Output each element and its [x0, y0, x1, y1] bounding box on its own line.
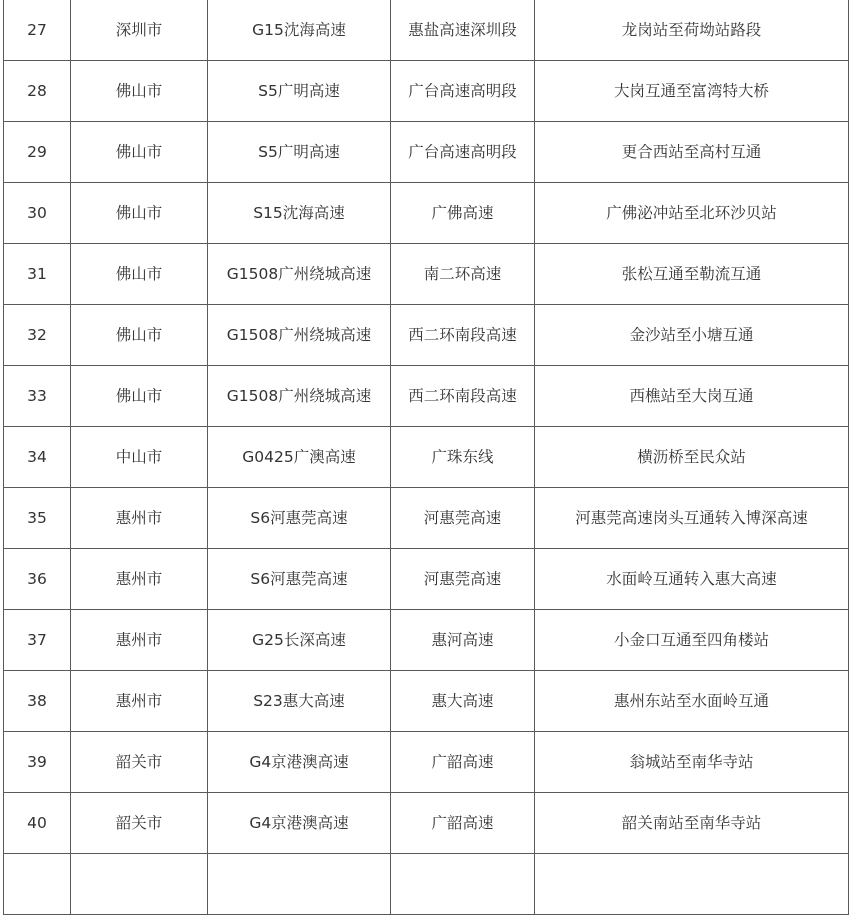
cell-section: 广佛高速	[391, 183, 535, 244]
table-row	[4, 488, 849, 549]
cell-range: 惠州东站至水面岭互通	[535, 671, 849, 732]
cell-section: 西二环南段高速	[391, 366, 535, 427]
cell-section: 惠大高速	[391, 671, 535, 732]
table-row	[4, 61, 849, 122]
cell-highway	[208, 854, 391, 915]
cell-range: 张松互通至勒流互通	[535, 244, 849, 305]
road-section-table	[3, 0, 849, 915]
cell-range	[535, 854, 849, 915]
cell-city	[71, 854, 208, 915]
cell-range: 金沙站至小塘互通	[535, 305, 849, 366]
cell-number: 40	[4, 793, 71, 854]
table-row	[4, 732, 849, 793]
cell-number: 38	[4, 671, 71, 732]
table-row	[4, 0, 849, 61]
cell-city: 中山市	[71, 427, 208, 488]
cell-highway: S23惠大高速	[208, 671, 391, 732]
cell-highway: S6河惠莞高速	[208, 488, 391, 549]
cell-section: 河惠莞高速	[391, 549, 535, 610]
table-row	[4, 122, 849, 183]
cell-section: 广珠东线	[391, 427, 535, 488]
cell-number: 37	[4, 610, 71, 671]
cell-range: 横沥桥至民众站	[535, 427, 849, 488]
cell-range: 水面岭互通转入惠大高速	[535, 549, 849, 610]
cell-range: 广佛泌冲站至北环沙贝站	[535, 183, 849, 244]
cell-city: 惠州市	[71, 671, 208, 732]
cell-range: 翁城站至南华寺站	[535, 732, 849, 793]
cell-range: 河惠莞高速岗头互通转入博深高速	[535, 488, 849, 549]
cell-highway: S5广明高速	[208, 61, 391, 122]
cell-range: 更合西站至高村互通	[535, 122, 849, 183]
cell-number: 36	[4, 549, 71, 610]
cell-range: 龙岗站至荷坳站路段	[535, 0, 849, 61]
cell-highway: S15沈海高速	[208, 183, 391, 244]
cell-section: 惠盐高速深圳段	[391, 0, 535, 61]
cell-highway: G25长深高速	[208, 610, 391, 671]
cell-city: 韶关市	[71, 732, 208, 793]
cell-number: 28	[4, 61, 71, 122]
table-row	[4, 549, 849, 610]
cell-number: 31	[4, 244, 71, 305]
cell-section: 广台高速高明段	[391, 122, 535, 183]
cell-number: 33	[4, 366, 71, 427]
table-row	[4, 671, 849, 732]
cell-city: 佛山市	[71, 305, 208, 366]
cell-highway: G4京港澳高速	[208, 793, 391, 854]
cell-number: 30	[4, 183, 71, 244]
table-row	[4, 366, 849, 427]
table-row	[4, 305, 849, 366]
cell-number	[4, 854, 71, 915]
cell-city: 韶关市	[71, 793, 208, 854]
cell-section: 广台高速高明段	[391, 61, 535, 122]
table-row	[4, 854, 849, 915]
cell-range: 大岗互通至富湾特大桥	[535, 61, 849, 122]
cell-number: 39	[4, 732, 71, 793]
table-body	[4, 0, 849, 915]
table-row	[4, 793, 849, 854]
cell-city: 惠州市	[71, 610, 208, 671]
cell-highway: G15沈海高速	[208, 0, 391, 61]
cell-section: 广韶高速	[391, 732, 535, 793]
cell-number: 29	[4, 122, 71, 183]
table-row	[4, 610, 849, 671]
cell-highway: G0425广澳高速	[208, 427, 391, 488]
cell-number: 35	[4, 488, 71, 549]
cell-city: 深圳市	[71, 0, 208, 61]
cell-section: 广韶高速	[391, 793, 535, 854]
cell-city: 佛山市	[71, 122, 208, 183]
cell-section: 西二环南段高速	[391, 305, 535, 366]
cell-section: 南二环高速	[391, 244, 535, 305]
cell-number: 34	[4, 427, 71, 488]
table-row	[4, 183, 849, 244]
cell-highway: G1508广州绕城高速	[208, 244, 391, 305]
table-row	[4, 427, 849, 488]
cell-city: 佛山市	[71, 61, 208, 122]
cell-range: 西樵站至大岗互通	[535, 366, 849, 427]
cell-range: 小金口互通至四角楼站	[535, 610, 849, 671]
cell-number: 27	[4, 0, 71, 61]
cell-highway: G1508广州绕城高速	[208, 305, 391, 366]
cell-number: 32	[4, 305, 71, 366]
table-row	[4, 244, 849, 305]
cell-city: 佛山市	[71, 183, 208, 244]
cell-section: 惠河高速	[391, 610, 535, 671]
cell-section: 河惠莞高速	[391, 488, 535, 549]
cell-city: 佛山市	[71, 366, 208, 427]
cell-highway: S6河惠莞高速	[208, 549, 391, 610]
cell-city: 惠州市	[71, 549, 208, 610]
cell-city: 惠州市	[71, 488, 208, 549]
cell-highway: G1508广州绕城高速	[208, 366, 391, 427]
cell-range: 韶关南站至南华寺站	[535, 793, 849, 854]
cell-highway: S5广明高速	[208, 122, 391, 183]
cell-section	[391, 854, 535, 915]
cell-city: 佛山市	[71, 244, 208, 305]
cell-highway: G4京港澳高速	[208, 732, 391, 793]
